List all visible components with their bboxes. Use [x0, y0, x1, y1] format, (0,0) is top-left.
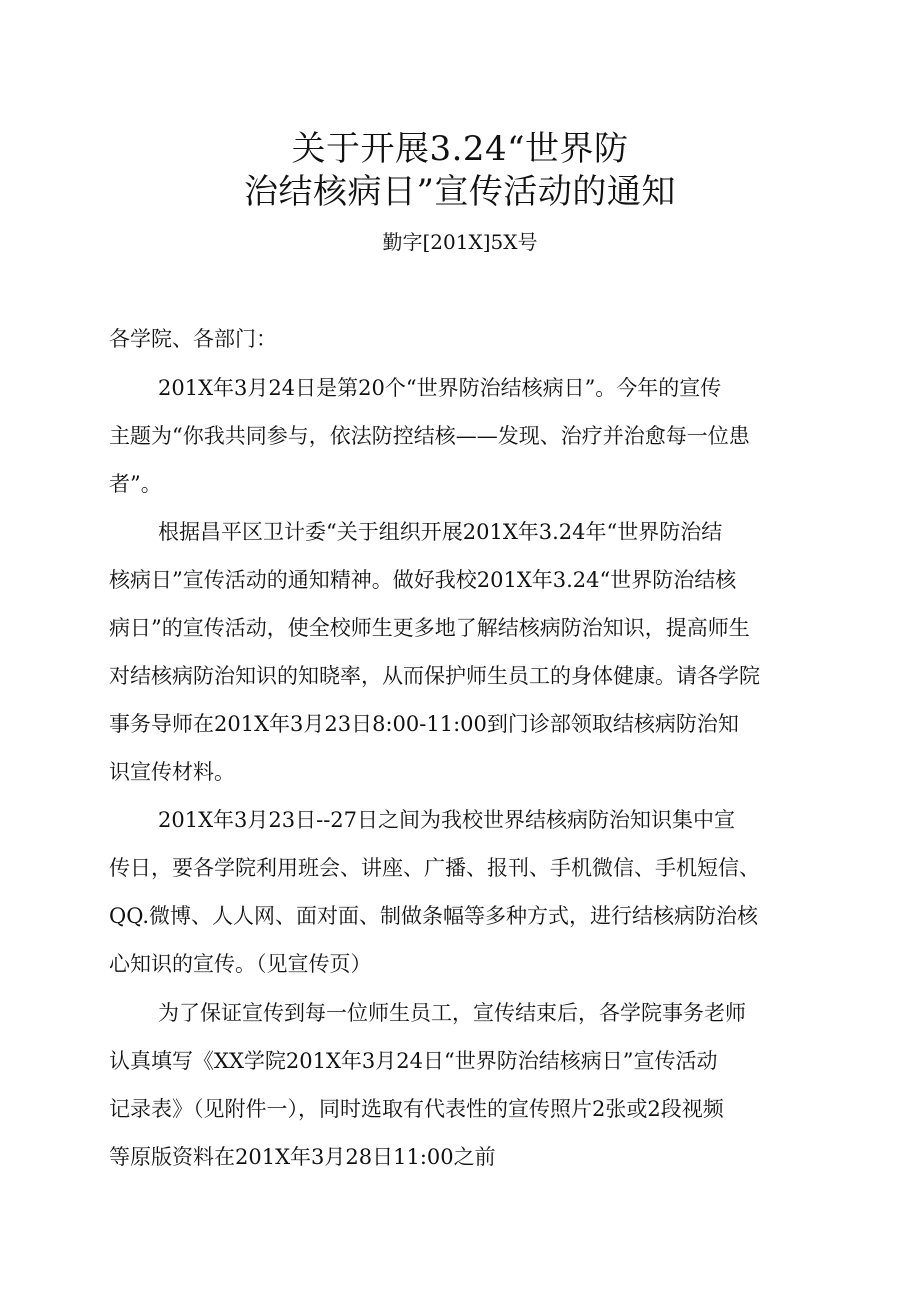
salutation: 各学院、各部门：	[109, 327, 277, 351]
paragraph-4-line-2: 认真填写《XX学院201X年3月24日“世界防治结核病日”宣传活动	[109, 1049, 718, 1073]
paragraph-3-line-4: 心知识的宣传。（见宣传页）	[109, 952, 372, 976]
paragraph-3-line-1: 201X年3月23日--27日之间为我校世界结核病防治知识集中宣	[158, 808, 736, 832]
document-title-line-2: 治结核病日”宣传活动的通知	[244, 172, 676, 212]
paragraph-2-line-2: 核病日”宣传活动的通知精神。做好我校201X年3.24“世界防治结核	[109, 568, 737, 592]
paragraph-3-line-3: QQ.微博、人人网、面对面、制做条幅等多种方式，进行结核病防治核	[109, 904, 759, 928]
paragraph-4-line-1: 为了保证宣传到每一位师生员工，宣传结束后，各学院事务老师	[158, 1001, 746, 1025]
paragraph-1-line-1: 201X年3月24日是第20个“世界防治结核病日”。今年的宣传	[158, 376, 722, 400]
paragraph-2-line-3: 病日”的宣传活动，使全校师生更多地了解结核病防治知识，提高师生	[109, 616, 750, 640]
document-title-line-1: 关于开展3.24“世界防	[291, 129, 629, 169]
paragraph-2-line-6: 识宣传材料。	[109, 760, 235, 784]
paragraph-2-line-1: 根据昌平区卫计委“关于组织开展201X年3.24年“世界防治结	[158, 520, 723, 544]
paragraph-4-line-4: 等原版资料在201X年3月28日11:00之前	[109, 1145, 496, 1169]
paragraph-2-line-4: 对结核病防治知识的知晓率，从而保护师生员工的身体健康。请各学院	[109, 664, 760, 688]
paragraph-2-line-5: 事务导师在201X年3月23日8:00-11:00到门诊部领取结核病防治知	[109, 712, 739, 736]
paragraph-1-line-2: 主题为“你我共同参与，依法防控结核——发现、治疗并治愈每一位患	[109, 424, 750, 448]
paragraph-1-line-3: 者”。	[109, 472, 162, 496]
paragraph-3-line-2: 传日，要各学院利用班会、讲座、广播、报刊、手机微信、手机短信、	[109, 856, 760, 880]
paragraph-4-line-3: 记录表》（见附件一），同时选取有代表性的宣传照片2张或2段视频	[109, 1097, 724, 1121]
document-number: 勤字[201X]5X号	[382, 230, 538, 254]
